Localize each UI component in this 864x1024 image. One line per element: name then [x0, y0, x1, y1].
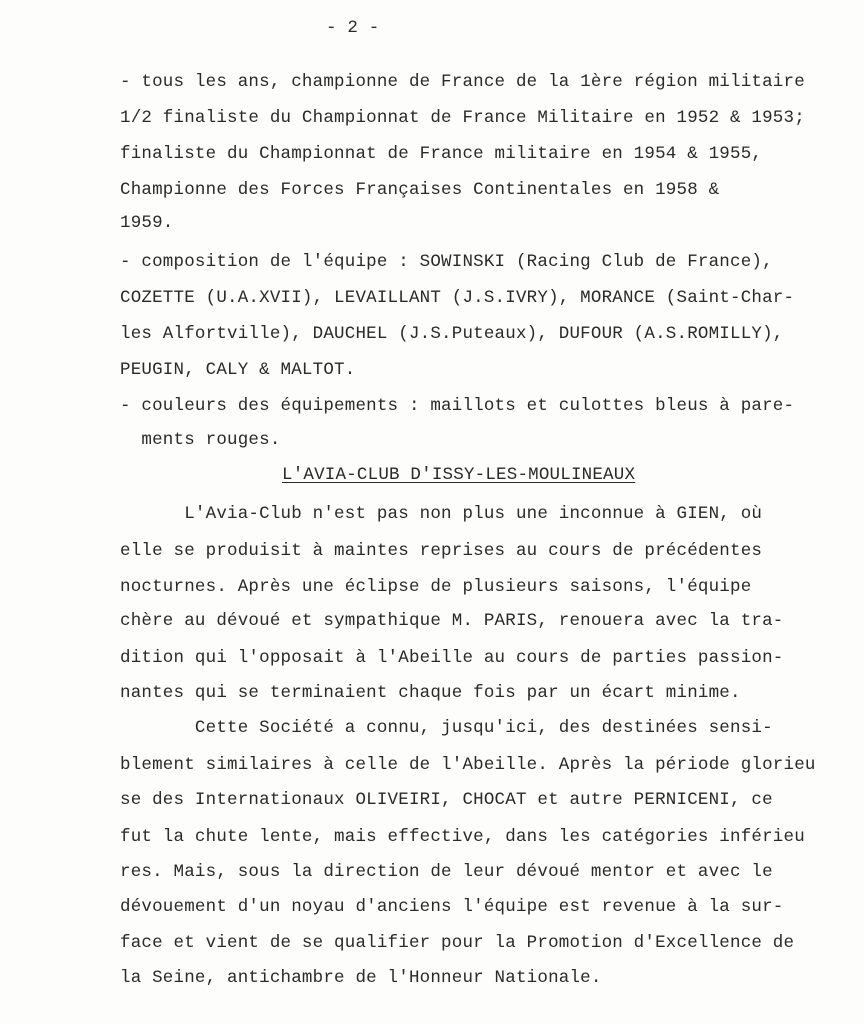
text-line: - composition de l'équipe : SOWINSKI (Racing Club de France), — [120, 252, 773, 272]
text-line: nantes qui se terminaient chaque fois par un écart minime. — [120, 683, 741, 703]
text-line: face et vient de se qualifier pour la Promotion d'Excellence de — [120, 933, 795, 953]
text-line: PEUGIN, CALY & MALTOT. — [120, 360, 356, 380]
section-title: L'AVIA-CLUB D'ISSY-LES-MOULINEAUX — [282, 465, 636, 485]
text-line: L'Avia-Club n'est pas non plus une inconnue à GIEN, où — [120, 504, 763, 524]
text-line: 1959. — [120, 213, 174, 233]
text-line: chère au dévoué et sympathique M. PARIS, renouera avec la tra- — [120, 611, 784, 631]
text-line: elle se produisit à maintes reprises au cours de précédentes — [120, 541, 763, 561]
text-line: - tous les ans, championne de France de la 1ère région militaire — [120, 72, 805, 92]
text-line: nocturnes. Après une éclipse de plusieurs saisons, l'équipe — [120, 577, 752, 597]
text-line: ments rouges. — [120, 430, 281, 450]
text-line: finaliste du Championnat de France militaire en 1954 & 1955, — [120, 144, 763, 164]
text-line: blement similaires à celle de l'Abeille. Après la période glorieu — [120, 755, 816, 775]
text-line: res. Mais, sous la direction de leur dévoué mentor et avec le — [120, 862, 773, 882]
text-line: - couleurs des équipements : maillots et culottes bleus à pare- — [120, 396, 795, 416]
text-line: la Seine, antichambre de l'Honneur Nationale. — [120, 968, 602, 988]
text-line: COZETTE (U.A.XVII), LEVAILLANT (J.S.IVRY), MORANCE (Saint-Char- — [120, 288, 795, 308]
text-line: Cette Société a connu, jusqu'ici, des destinées sensi- — [120, 718, 773, 738]
text-line: dition qui l'opposait à l'Abeille au cours de parties passion- — [120, 648, 784, 668]
text-line: fut la chute lente, mais effective, dans les catégories inférieu — [120, 827, 805, 847]
text-line: les Alfortville), DAUCHEL (J.S.Puteaux), DUFOUR (A.S.ROMILLY), — [120, 324, 784, 344]
page-number: - 2 - — [326, 18, 380, 38]
text-line: Championne des Forces Françaises Continentales en 1958 & — [120, 180, 720, 200]
text-line: 1/2 finaliste du Championnat de France Militaire en 1952 & 1953; — [120, 108, 805, 128]
text-line: dévouement d'un noyau d'anciens l'équipe est revenue à la sur- — [120, 897, 784, 917]
text-line: se des Internationaux OLIVEIRI, CHOCAT et autre PERNICENI, ce — [120, 790, 773, 810]
